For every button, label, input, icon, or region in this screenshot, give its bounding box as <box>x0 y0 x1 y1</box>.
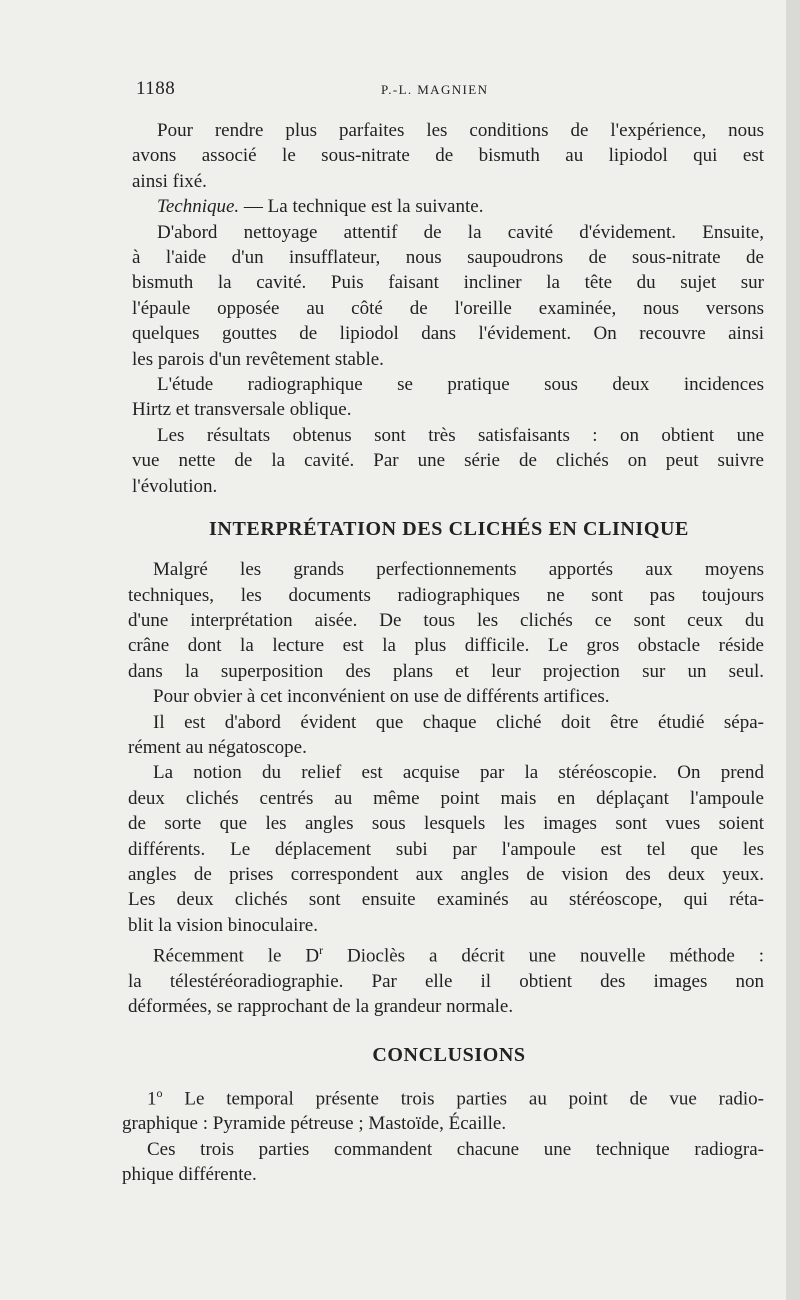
text-line: avons associé le sous-nitrate de bismuth au lipiodol qui est <box>132 145 764 167</box>
text-line: différents. Le déplacement subi par l'ampoule est tel que les <box>128 838 764 860</box>
text-line: bismuth la cavité. Puis faisant incliner la tête du sujet sur <box>132 272 764 294</box>
section-heading-interpretation: INTERPRÉTATION DES CLICHÉS EN CLINIQUE <box>209 518 689 541</box>
text-line: d'une interprétation aisée. De tous les clichés ce sont ceux du <box>128 609 764 631</box>
paragraph-technique-steps <box>132 220 764 372</box>
text-line: Les deux clichés sont ensuite examinés au stéréoscope, qui réta- <box>128 889 764 911</box>
paragraph-conclusion-2 <box>122 1137 764 1188</box>
text-line: quelques gouttes de lipiodol dans l'évidement. On recouvre ainsi <box>132 323 764 345</box>
text-line: Malgré les grands perfectionnements apportés aux moyens <box>153 559 764 581</box>
text-line: ainsi fixé. <box>132 170 207 192</box>
text-line: Les résultats obtenus sont très satisfaisants : on obtient une <box>157 424 764 446</box>
page-header <box>136 78 766 102</box>
text-line: blit la vision binoculaire. <box>128 914 318 936</box>
paragraph-stereoscopy <box>128 760 764 938</box>
text-line: phique différente. <box>122 1164 257 1186</box>
text-line: crâne dont la lecture est la plus difficile. Le gros obstacle réside <box>128 635 764 657</box>
section-heading-conclusions: CONCLUSIONS <box>372 1043 526 1066</box>
text-fragment: Dioclès a décrit une nouvelle méthode : <box>323 945 764 967</box>
text-line: Pour rendre plus parfaites les conditions de l'expérience, nous <box>157 120 764 141</box>
text-fragment: 1 <box>147 1088 157 1110</box>
text-line: Il est d'abord évident que chaque cliché doit être étudié sépa- <box>153 711 764 733</box>
text-line: L'étude radiographique se pratique sous deux incidences <box>157 374 764 396</box>
text-line: techniques, les documents radiographiques ne sont pas toujours <box>128 584 764 606</box>
technique-label: Technique. <box>157 196 240 218</box>
paragraph-artifices <box>128 684 764 709</box>
text-line <box>122 1081 764 1112</box>
paragraph-radiographic-study <box>132 372 764 423</box>
text-line: Hirtz et transversale oblique. <box>132 399 352 421</box>
text-line: les parois d'un revêtement stable. <box>132 348 384 370</box>
paragraph-negatoscope <box>128 710 764 761</box>
paragraph-interpretation-difficulty <box>128 557 764 684</box>
running-head-author: P.-L. MAGNIEN <box>381 82 489 97</box>
text-line: la télestéréoradiographie. Par elle il obtient des images non <box>128 970 764 992</box>
page-number: 1188 <box>136 78 176 99</box>
text-line: de sorte que les angles sous lesquels les images sont vues soient <box>128 813 764 835</box>
text-line: Ces trois parties commandent chacune une technique radiogra- <box>147 1138 764 1160</box>
text-line: dans la superposition des plans et leur projection sur un seul. <box>128 660 764 682</box>
text-line: angles de prises correspondent aux angles de vision des deux yeux. <box>128 863 764 885</box>
page-edge-shadow <box>786 0 800 1300</box>
text-fragment: Récemment le D <box>153 945 320 967</box>
text-line: Pour obvier à cet inconvénient on use de différents artifices. <box>153 686 610 708</box>
text-line: à l'aide d'un insufflateur, nous saupoudrons de sous-nitrate de <box>132 247 764 269</box>
text-line: La notion du relief est acquise par la stéréoscopie. On prend <box>153 762 764 784</box>
paragraph-conclusion-1 <box>122 1081 764 1137</box>
superscript-r: r <box>319 943 324 958</box>
paragraph-technique-intro <box>132 194 764 219</box>
superscript-o: o <box>156 1085 163 1100</box>
text-fragment: Le temporal présente trois parties au point de vue radio- <box>162 1088 764 1110</box>
paragraph-telestereoradiography <box>128 938 764 1020</box>
text-line: deux clichés centrés au même point mais en déplaçant l'ampoule <box>128 787 764 809</box>
paragraph-results <box>132 423 764 499</box>
text-line: vue nette de la cavité. Par une série de clichés on peut suivre <box>132 450 764 472</box>
text-line: D'abord nettoyage attentif de la cavité d'évidement. Ensuite, <box>157 221 764 243</box>
text-line: rément au négatoscope. <box>128 736 307 758</box>
technique-text: — La technique est la suivante. <box>239 196 484 218</box>
text-line <box>128 938 764 969</box>
paragraph-bismuth-fixation <box>132 118 764 194</box>
text-line <box>132 194 764 219</box>
text-line: l'évolution. <box>132 475 218 497</box>
text-line: graphique : Pyramide pétreuse ; Mastoïde, Écaille. <box>122 1113 507 1135</box>
page-body <box>122 118 764 1188</box>
text-line: déformées, se rapprochant de la grandeur normale. <box>128 996 514 1018</box>
text-line: l'épaule opposée au côté de l'oreille examinée, nous versons <box>132 297 764 319</box>
